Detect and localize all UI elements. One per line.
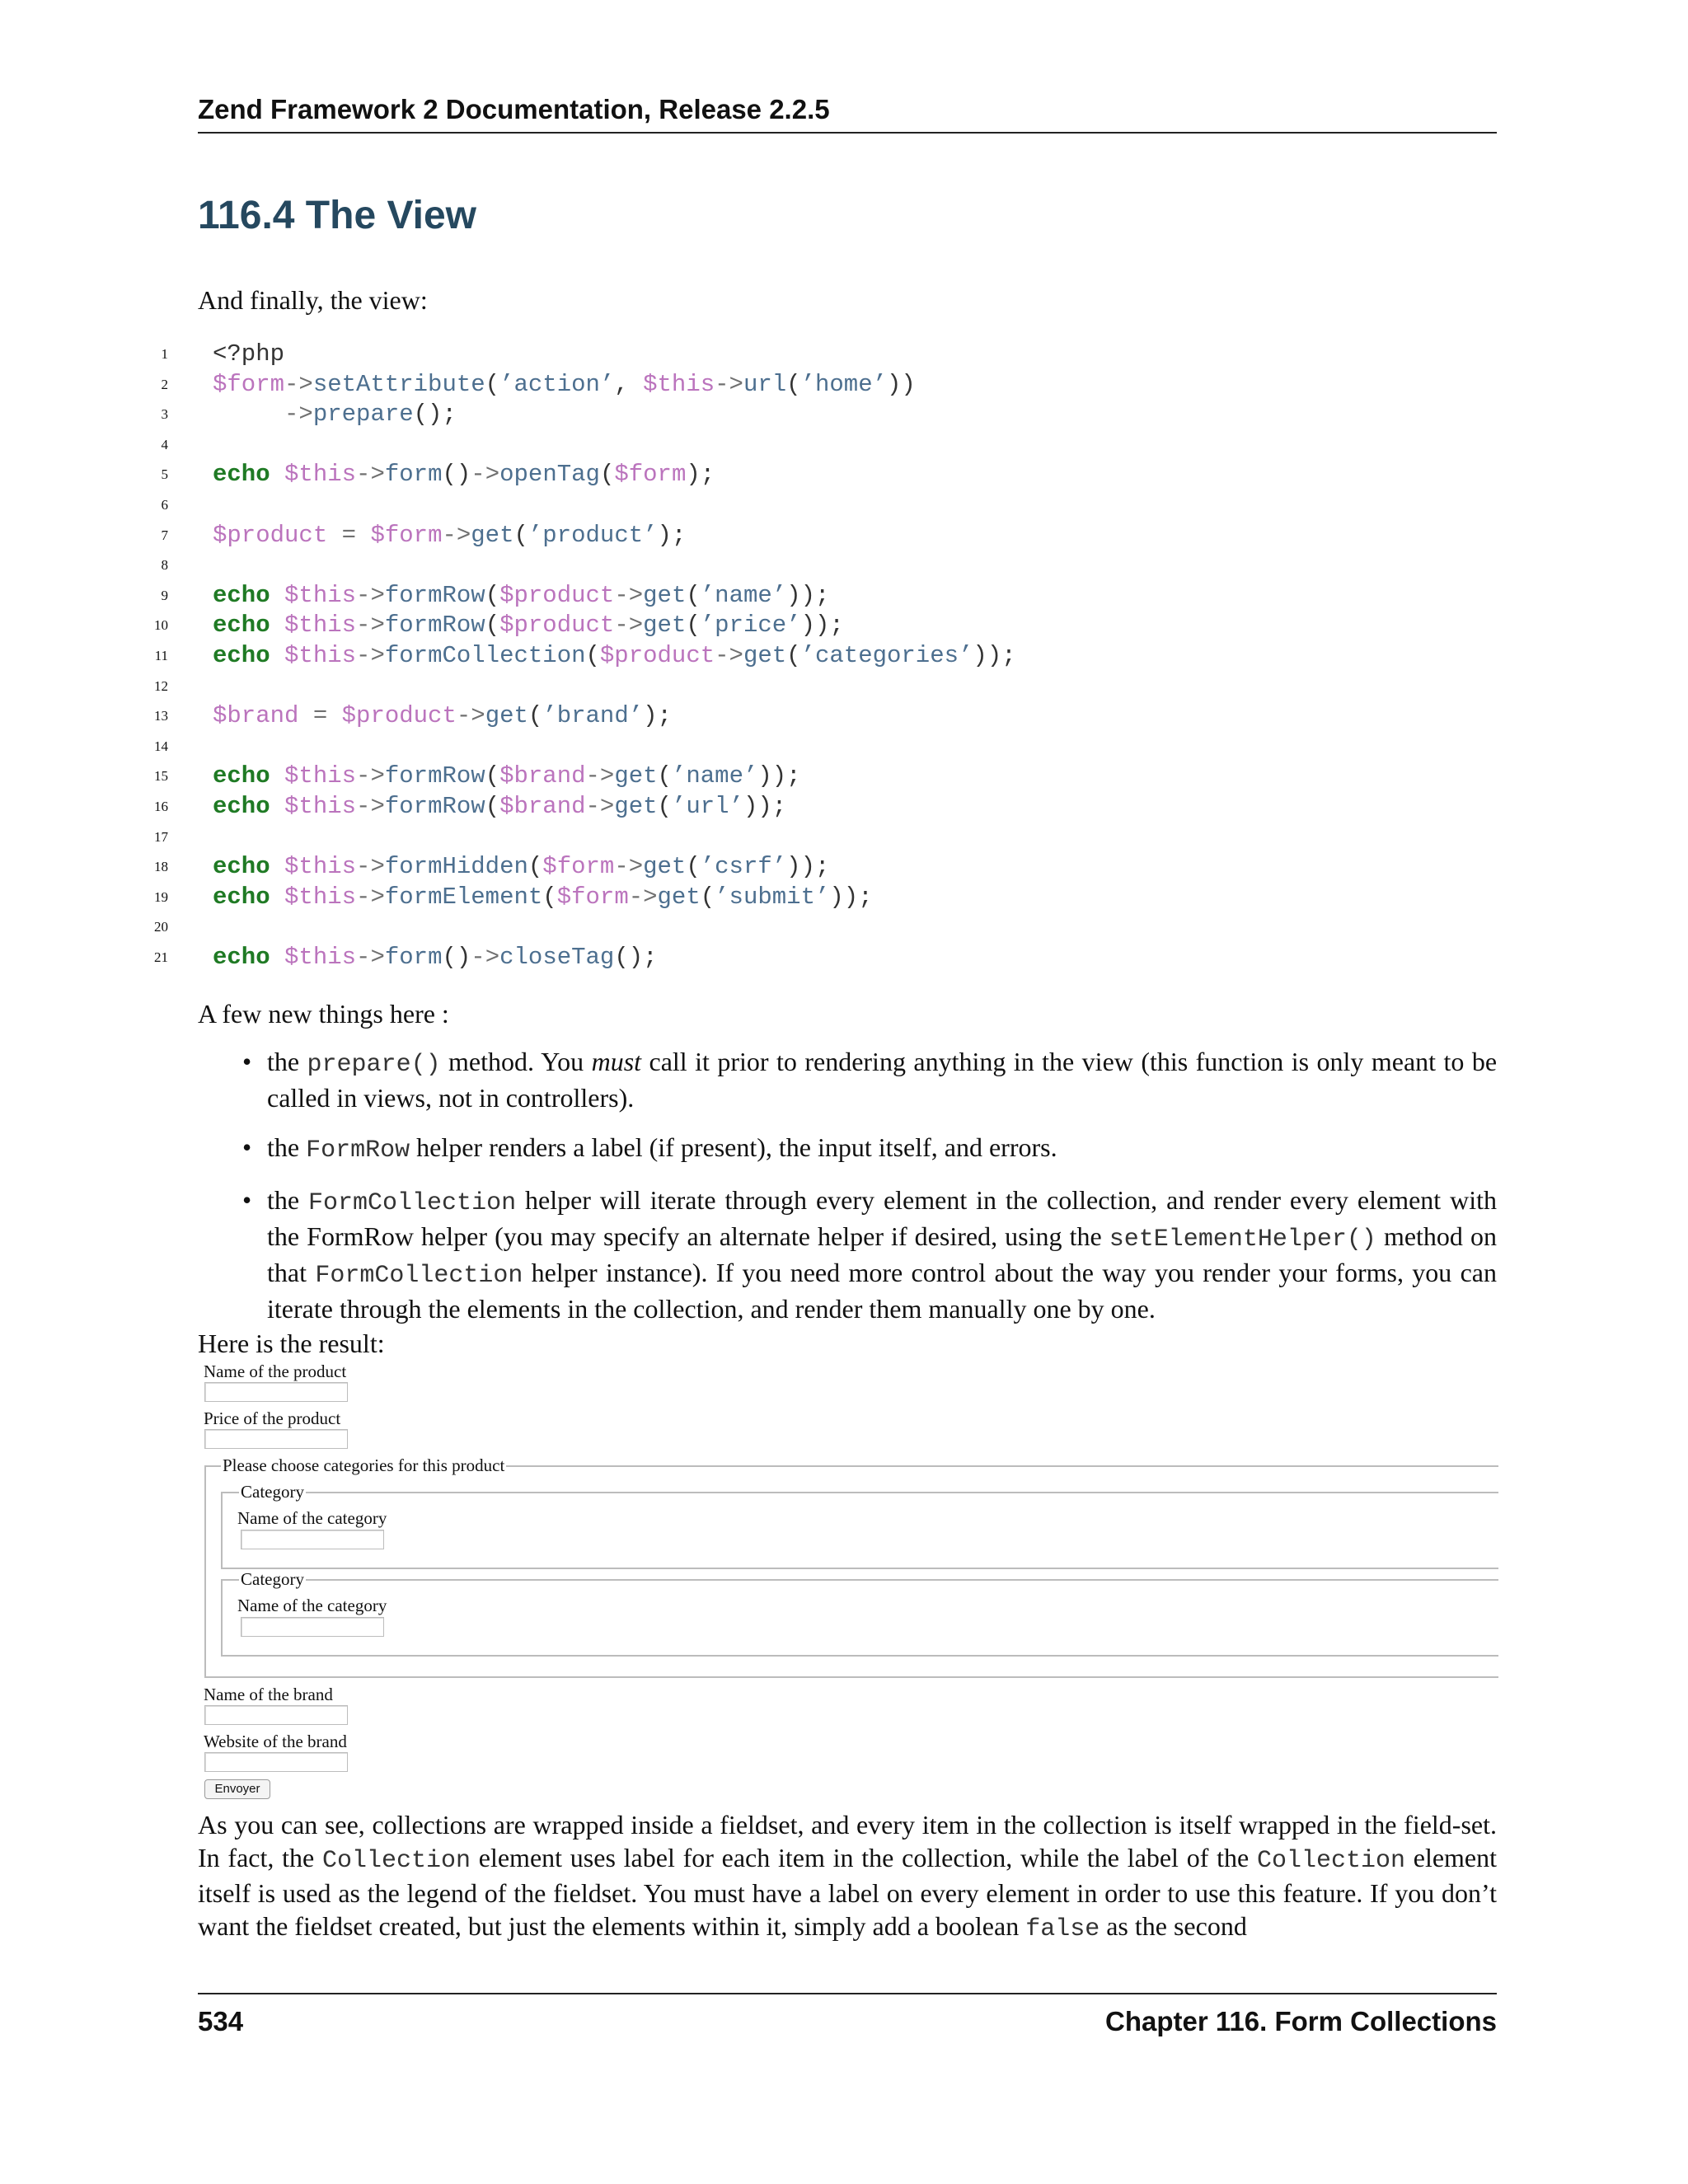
line-number: 15 [154,768,168,785]
product-price-input[interactable] [204,1429,348,1449]
category-name-label: Name of the category [237,1596,387,1615]
closing-paragraph: As you can see, collections are wrapped inside a fieldset, and every item in the collection is itself wrapped in the field-set. In fact, the Collection element uses label for each item in the collection, while the label of the Collection element itself is used as the legend of the fieldset. You must have a label on every element in order to use this feature. If you don’t want the fieldset created, but just the elements within it, simply add a boolean false as the second [198,1810,1498,1943]
code-line: 2 $form->setAttribute(’action’, $this->url(’home’)) [198,370,1497,401]
chapter-title: Chapter 116. Form Collections [1105,2006,1497,2036]
submit-button[interactable]: Envoyer [204,1779,270,1799]
product-price-label: Price of the product [204,1408,341,1428]
code-line [161,430,1497,461]
line-number: 6 [161,496,168,513]
result-intro: Here is the result: [198,1329,385,1358]
brand-name-input[interactable] [204,1705,348,1725]
line-number: 11 [154,647,168,663]
list-item: • the FormRow helper renders a label (if present), the input itself, and errors. [242,1132,1057,1165]
categories-legend: Please choose categories for this product [223,1455,505,1475]
code-line: 7 $product = $form->get(’product’); [198,521,1497,551]
code-line [154,912,1497,943]
page-footer [198,1993,1497,2039]
code-line: 11 echo $this->formCollection($product->get(’categories’)); [198,641,1497,672]
code-line [161,490,1497,521]
category-name-input[interactable] [241,1530,384,1549]
line-number: 17 [154,828,168,845]
category-name-input[interactable] [241,1617,384,1637]
code-line: 10 echo $this->formRow($product->get(’price’)); [198,611,1497,641]
code-line: 1 <?php [198,340,1497,370]
brand-name-label: Name of the brand [204,1685,333,1704]
section-title: 116.4 The View [198,194,476,237]
line-number: 10 [154,617,168,634]
code-line [154,672,1497,702]
code-line: 5 echo $this->form()->openTag($form); [198,460,1497,490]
line-number: 9 [161,587,168,603]
code-line [161,551,1497,581]
line-number: 3 [161,406,168,423]
line-number: 20 [154,919,168,935]
code-line [154,732,1497,762]
intro-paragraph: And finally, the view: [198,285,428,315]
line-number: 18 [154,859,168,875]
code-line: 9 echo $this->formRow($product->get(’name’)); [198,581,1497,612]
running-header: Zend Framework 2 Documentation, Release 2.2.5 [198,92,1497,134]
list-item: • the FormCollection helper will iterate through every element in the collection, and render every element with the FormRow helper (you may specify an alternate helper if desired, using the setElementHelper() method on that FormCollection helper instance). If you need more control about the way you render your forms, you can iterate through the elements in the collection, and render them manually one by one. [242,1185,1498,1324]
line-number: 21 [154,949,168,965]
line-number: 7 [161,527,168,543]
code-line: 16 echo $this->formRow($brand->get(’url’)); [198,792,1497,823]
code-line: 15 echo $this->formRow($brand->get(’name’)); [198,762,1497,792]
category-name-label: Name of the category [237,1508,387,1528]
line-number: 2 [161,376,168,392]
code-line: 21 echo $this->form()->closeTag(); [198,943,1497,973]
line-number: 14 [154,738,168,754]
page-number: 534 [198,2006,244,2036]
code-line: 13 $brand = $product->get(’brand’); [198,701,1497,732]
line-number: 8 [161,557,168,574]
line-number: 1 [161,346,168,362]
line-number: 4 [161,436,168,452]
category-legend: Category [241,1569,304,1589]
product-name-label: Name of the product [204,1361,347,1381]
notes-intro: A few new things here : [198,999,449,1029]
list-item: • the prepare() method. You must call it prior to rendering anything in the view (this function is only meant to be called in views, not in controllers). [242,1047,1498,1113]
category-legend: Category [241,1482,304,1502]
code-line: 3 ->prepare(); [198,400,1497,430]
line-number: 16 [154,798,168,814]
line-number: 19 [154,888,168,905]
code-line: 18 echo $this->formHidden($form->get(’csrf’)); [198,852,1497,883]
category-fieldset [221,1492,1498,1569]
brand-website-label: Website of the brand [204,1732,347,1751]
code-line [154,823,1497,853]
code-line: 19 echo $this->formElement($form->get(’submit’)); [198,883,1497,913]
code-block [154,340,1497,972]
notes-list [198,1045,1497,1342]
brand-website-input[interactable] [204,1752,348,1772]
line-number: 5 [161,466,168,483]
document-page [154,0,1498,2184]
category-fieldset [221,1579,1498,1657]
line-number: 13 [154,708,168,724]
rendered-form-screenshot [198,1361,1497,1798]
product-name-input[interactable] [204,1382,348,1402]
line-number: 12 [154,677,168,694]
